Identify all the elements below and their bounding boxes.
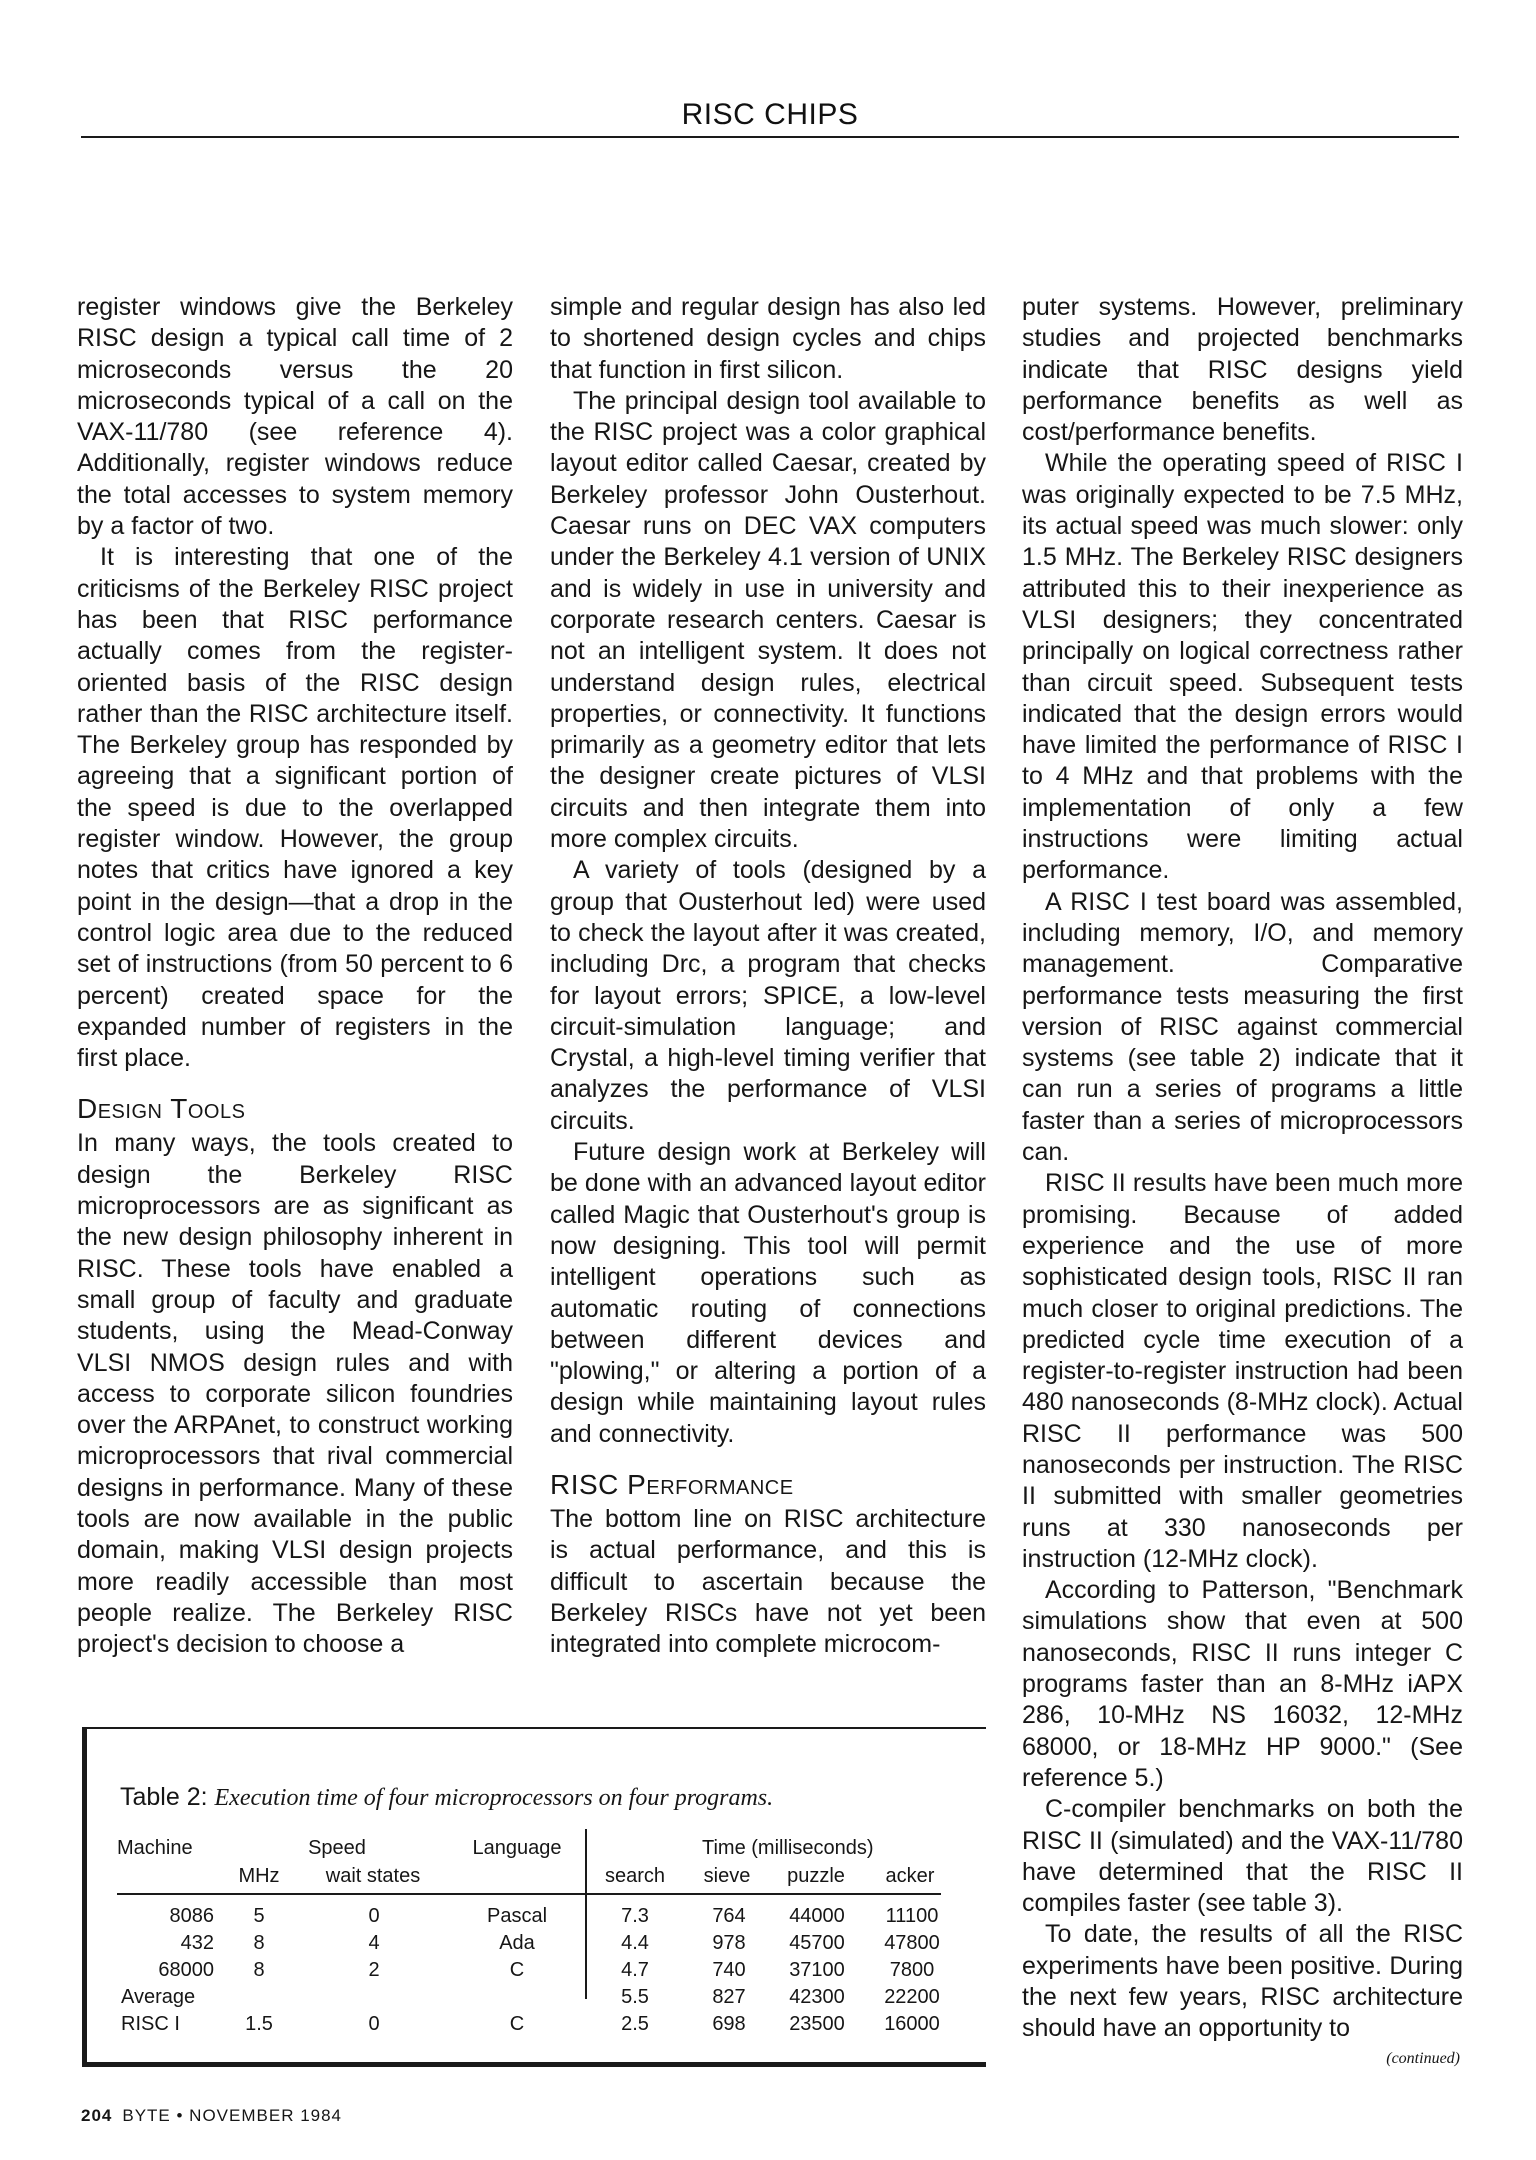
table-cell-sieve: 740 [712,1959,746,1981]
table-cell-acker: 22200 [884,1986,940,2008]
publication-line: BYTE • NOVEMBER 1984 [122,2106,343,2125]
table-cell-lang: Pascal [486,1905,548,1927]
th-machine: Machine [117,1837,193,1859]
paragraph: The bottom line on RISC architecture is actual performance, and this is difficult to ascertain because the Berkeley RISCs have not yet been integrated into complete microcom- [550,1504,986,1659]
table-cell-search: 5.5 [621,1986,649,2008]
paragraph: According to Patterson, "Benchmark simulations show that even at 500 nanoseconds, RISC II runs integer C programs faster than an 8-MHz iAPX 286, 10-MHz NS 16032, 12-MHz 68000, or 18-MHz HP 9000." (See reference 5.) [1022,1576,1463,1792]
table-cell-wait: 0 [368,1905,380,1927]
table-cell-sieve: 698 [712,2013,746,2035]
table-cell-machine: Average [121,1986,196,2008]
table-caption-title: Execution time of four microprocessors on four programs. [214,1785,774,1811]
table-cell-wait: 0 [368,2013,380,2035]
table-cell-sieve: 764 [712,1905,746,1927]
th-sieve: sieve [703,1865,751,1887]
th-search: search [604,1865,666,1887]
th-speed: Speed [308,1837,366,1859]
paragraph: simple and regular design has also led to shortened design cycles and chips that function in first silicon. [550,293,986,384]
paragraph: RISC II results have been much more promising. Because of added experience and the use of more sophisticated design tools, RISC II ran much closer to original predictions. The predicted cycle time execution of a register-to-register instruction had been 480 nanoseconds (8-MHz clock). Actual RISC II performance was 500 nanoseconds per instruction. The RISC II submitted with smaller geometries runs at 330 nanoseconds per instruction (12-MHz clock). [1022,1169,1463,1573]
paragraph: puter systems. However, preliminary studies and projected benchmarks indicate that RISC designs yield performance benefits as well as cost/performance benefits. [1022,293,1463,447]
section-heading-risc-performance: RISC Performance [550,1468,794,1500]
paragraph: A RISC I test board was assembled, including memory, I/O, and memory management. Comparative performance tests measuring the first version of RISC against commercial systems (see table 2) indicate that it can run a series of programs a little faster than a series of microprocessors can. [1022,887,1463,1167]
th-wait-states: wait states [325,1865,421,1887]
table-cell-mhz: 5 [253,1905,265,1927]
table-cell-machine: RISC I [121,2013,180,2035]
running-head: RISC CHIPS [681,98,859,131]
table-cell-puzzle: 45700 [789,1932,845,1954]
table-cell-wait: 2 [368,1959,380,1981]
table-cell-acker: 11100 [885,1905,939,1927]
text-column-2 [550,292,986,1660]
table-cell-mhz: 8 [253,1932,265,1954]
table-cell-puzzle: 23500 [789,2013,845,2035]
table-cell-search: 7.3 [621,1905,649,1927]
table-cell-puzzle: 44000 [789,1905,845,1927]
th-puzzle: puzzle [787,1865,845,1887]
table-cell-mhz: 1.5 [245,2013,273,2035]
table-cell-lang: C [509,2013,525,2035]
paragraph: C-compiler benchmarks on both the RISC II (simulated) and the VAX-11/780 have determined that the RISC II compiles faster (see table 3). [1022,1795,1463,1918]
table-cell-sieve: 827 [712,1986,746,2008]
table-cell-wait: 4 [368,1932,380,1954]
table-cell-search: 4.7 [621,1959,649,1981]
th-acker: acker [885,1865,935,1887]
page-header [81,96,1459,138]
text-column-3 [1022,292,1463,2045]
table-cell-acker: 7800 [889,1959,935,1981]
table-cell-puzzle: 37100 [789,1959,845,1981]
table-cell-lang: C [509,1959,525,1981]
table-cell-acker: 47800 [884,1932,940,1954]
paragraph: Future design work at Berkeley will be done with an advanced layout editor called Magic that Ousterhout's group is now designing. This tool will permit intelligent operations such as automatic routing of connections between different devices and "plowing," or altering a portion of a design while maintaining layout rules and connectivity. [550,1138,986,1448]
table-cell-acker: 16000 [884,2013,940,2035]
th-mhz: MHz [238,1865,280,1887]
table-cell-machine: 432 [180,1932,214,1954]
section-heading-design-tools: Design Tools [77,1093,246,1125]
table-grid [87,1727,986,2062]
continued-note: (continued) [1386,2050,1460,2067]
paragraph: To date, the results of all the RISC experiments have been positive. During the next few years, RISC architecture should have an opportunity to [1022,1920,1463,2043]
th-time: Time (milliseconds) [702,1837,874,1859]
paragraph: In many ways, the tools created to design the Berkeley RISC microprocessors are as significant as the new design philosophy inherent in RISC. These tools have enabled a small group of faculty and graduate students, using the Mead-Conway VLSI NMOS design rules and with access to corporate silicon foundries over the ARPAnet, to construct working microprocessors that rival commercial designs in performance. Many of these tools are now available in the public domain, making VLSI design projects more readily accessible than most people realize. The Berkeley RISC project's decision to choose a [77,1129,513,1659]
page-number: 204 [81,2106,113,2125]
th-language: Language [472,1837,562,1859]
table-2 [82,1727,986,2067]
table-caption-label: Table 2: [120,1783,208,1811]
paragraph: It is interesting that one of the criticisms of the Berkeley RISC project has been that RISC performance actually comes from the register-oriented basis of the RISC design rather than the RISC architecture itself. The Berkeley group has responded by agreeing that a significant portion of the speed is due to the overlapped register window. However, the group notes that critics have ignored a key point in the design—that a drop in the control logic area due to the reduced set of instructions (from 50 percent to 6 percent) created space for the expanded number of registers in the first place. [77,543,513,1073]
table-cell-search: 2.5 [621,2013,649,2035]
table-cell-lang: Ada [499,1932,535,1954]
text-column-1 [77,292,513,1660]
paragraph: While the operating speed of RISC I was originally expected to be 7.5 MHz, its actual speed was much slower: only 1.5 MHz. The Berkeley RISC designers attributed this to their inexperience as VLSI designers; they concentrated principally on logical correctness rather than circuit speed. Subsequent tests indicated that the design errors would have limited the performance of RISC I to 4 MHz and that problems with the implementation of only a few instructions were limiting actual performance. [1022,449,1463,885]
table-cell-machine: 8086 [169,1905,214,1927]
table-header-rule [117,1893,941,1895]
paragraph: The principal design tool available to the RISC project was a color graphical layout editor called Caesar, created by Berkeley professor John Ousterhout. Caesar runs on DEC VAX computers under the Berkeley 4.1 version of UNIX and is widely in use in university and corporate research centers. Caesar is not an intelligent system. It does not understand design rules, electrical properties, or connectivity. It functions primarily as a geometry editor that lets the designer create pictures of VLSI circuits and then integrate them into more complex circuits. [550,386,986,854]
table-cell-machine: 68000 [158,1959,214,1981]
paragraph: A variety of tools (designed by a group that Ousterhout led) were used to check the layout after it was created, including Drc, a program that checks for layout errors; SPICE, a low-level circuit-simulation language; and Crystal, a high-level timing verifier that analyzes the performance of VLSI circuits. [550,856,986,1135]
table-cell-search: 4.4 [621,1932,649,1954]
table-cell-sieve: 978 [712,1932,746,1954]
table-cell-mhz: 8 [253,1959,265,1981]
table-cell-puzzle: 42300 [789,1986,845,2008]
page-footer [81,2106,342,2126]
paragraph: register windows give the Berkeley RISC design a typical call time of 2 microseconds versus the 20 microseconds typical of a call on the VAX-11/780 (see reference 4). Additionally, register windows reduce the total accesses to system memory by a factor of two. [77,293,513,541]
